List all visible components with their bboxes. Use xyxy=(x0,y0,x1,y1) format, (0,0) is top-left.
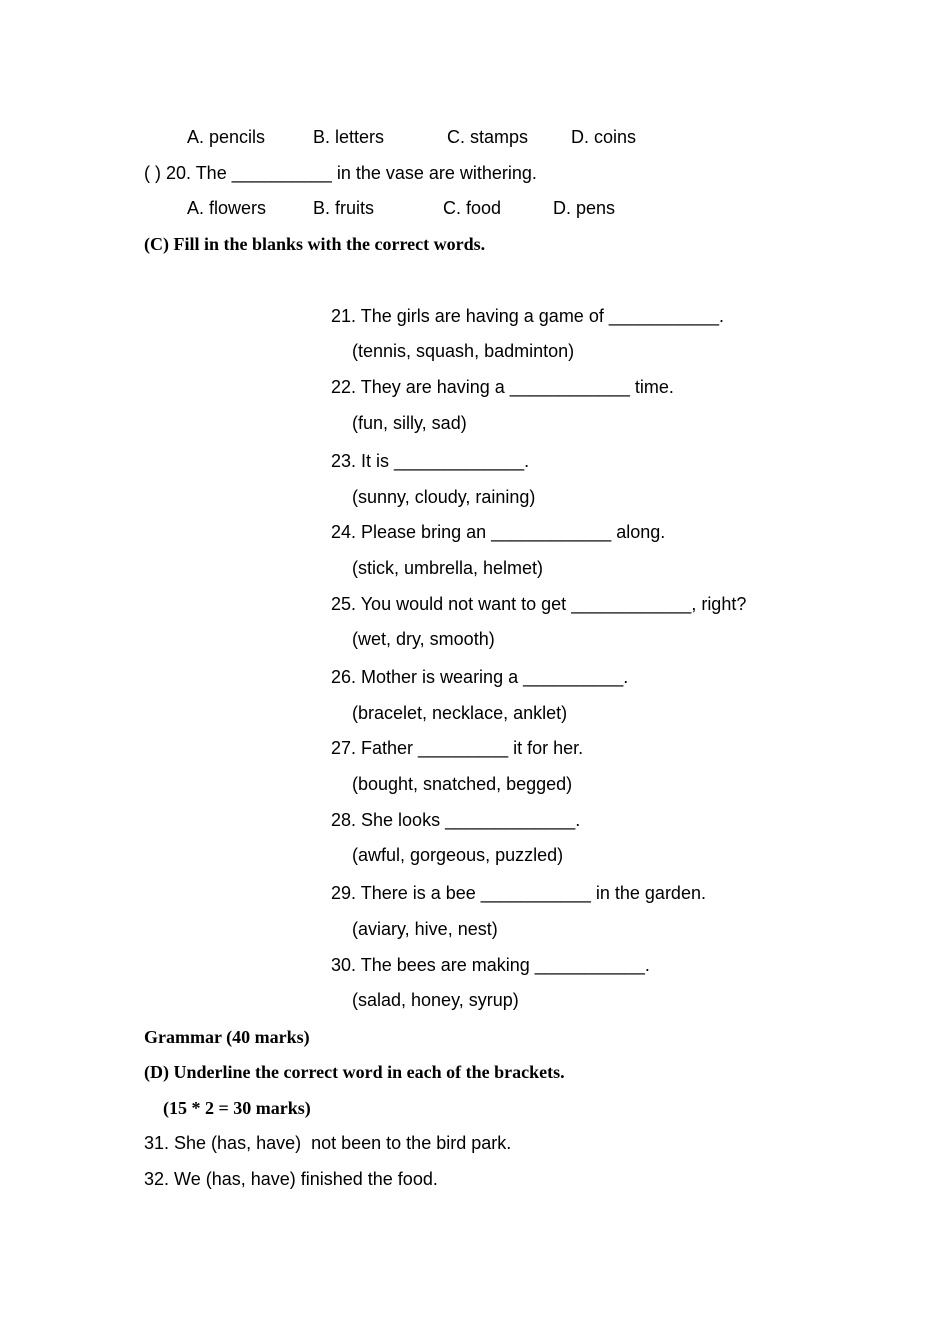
section-d-marks: (15 * 2 = 30 marks) xyxy=(163,1098,311,1118)
q20-option-b: B. fruits xyxy=(313,198,375,218)
q20-stem: ( ) 20. The __________ in the vase are withering. xyxy=(144,163,537,183)
q20-option-a: A. flowers xyxy=(187,198,267,218)
q31-question: 31. She (has, have) not been to the bird park. xyxy=(144,1133,512,1153)
q19-option-d: D. coins xyxy=(571,127,637,147)
q28-question: 28. She looks _____________. xyxy=(331,810,581,830)
q25-question: 25. You would not want to get ____________, right? xyxy=(331,594,747,614)
q32-question: 32. We (has, have) finished the food. xyxy=(144,1169,438,1189)
q21-choices: (tennis, squash, badminton) xyxy=(352,341,575,361)
q19-option-b: B. letters xyxy=(313,127,385,147)
q22-question: 22. They are having a ____________ time. xyxy=(331,377,674,397)
q30-choices: (salad, honey, syrup) xyxy=(352,990,519,1010)
q26-question: 26. Mother is wearing a __________. xyxy=(331,667,629,687)
q29-choices: (aviary, hive, nest) xyxy=(352,919,498,939)
q23-question: 23. It is _____________. xyxy=(331,451,530,471)
q26-choices: (bracelet, necklace, anklet) xyxy=(352,703,568,723)
q24-choices: (stick, umbrella, helmet) xyxy=(352,558,544,578)
q27-question: 27. Father _________ it for her. xyxy=(331,738,584,758)
q29-question: 29. There is a bee ___________ in the garden. xyxy=(331,883,706,903)
q25-choices: (wet, dry, smooth) xyxy=(352,629,495,649)
q22-choices: (fun, silly, sad) xyxy=(352,413,467,433)
q30-question: 30. The bees are making ___________. xyxy=(331,955,650,975)
q20-option-c: C. food xyxy=(443,198,502,218)
q24-question: 24. Please bring an ____________ along. xyxy=(331,522,666,542)
q20-option-d: D. pens xyxy=(553,198,616,218)
section-d-heading: (D) Underline the correct word in each of the brackets. xyxy=(144,1062,565,1082)
grammar-heading: Grammar (40 marks) xyxy=(144,1027,310,1047)
q19-option-a: A. pencils xyxy=(187,127,266,147)
section-c-heading: (C) Fill in the blanks with the correct words. xyxy=(144,234,486,254)
q19-option-c: C. stamps xyxy=(447,127,529,147)
q23-choices: (sunny, cloudy, raining) xyxy=(352,487,536,507)
q27-choices: (bought, snatched, begged) xyxy=(352,774,573,794)
q28-choices: (awful, gorgeous, puzzled) xyxy=(352,845,564,865)
q21-question: 21. The girls are having a game of ___________. xyxy=(331,306,724,326)
